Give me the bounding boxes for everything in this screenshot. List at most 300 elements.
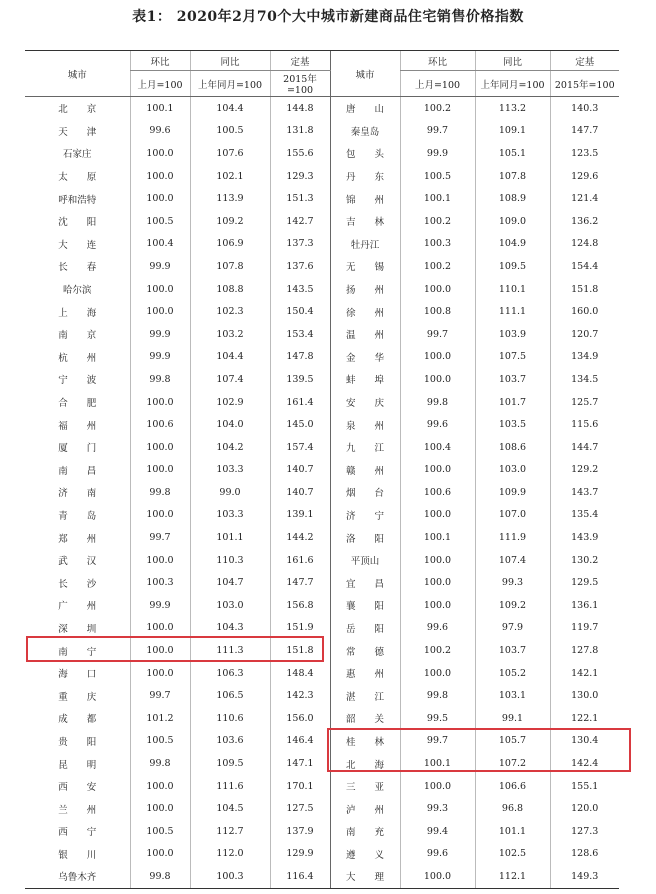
right-mom-cell: 100.2 — [400, 97, 475, 120]
left-base-cell: 140.7 — [270, 459, 330, 482]
right-yoy-cell: 109.1 — [475, 120, 550, 143]
right-city-cell: 济 宁 — [330, 504, 400, 527]
left-mom-cell: 100.0 — [130, 436, 190, 459]
right-base-cell: 128.6 — [550, 843, 619, 866]
right-base-cell: 122.1 — [550, 707, 619, 730]
left-city-cell: 哈尔滨 — [62, 285, 92, 297]
left-mom-cell: 100.3 — [130, 571, 190, 594]
left-yoy-cell: 108.8 — [190, 278, 270, 301]
left-mom-cell: 100.0 — [130, 187, 190, 210]
left-yoy-cell: 107.8 — [190, 255, 270, 278]
right-yoy-cell: 103.5 — [475, 413, 550, 436]
right-city-cell: 无 锡 — [330, 255, 400, 278]
right-base-cell: 115.6 — [550, 413, 619, 436]
left-yoy-cell: 107.6 — [190, 142, 270, 165]
left-base-cell: 146.4 — [270, 730, 330, 753]
table-row — [25, 165, 619, 188]
left-base-cell: 116.4 — [270, 865, 330, 888]
left-city-cell: 西 宁 — [58, 827, 97, 839]
right-mom-cell: 100.1 — [400, 187, 475, 210]
right-mom-cell: 100.2 — [400, 210, 475, 233]
left-city-cell: 北 京 — [58, 104, 97, 116]
header-yoy-left: 同比 — [190, 51, 270, 71]
right-base-cell: 142.4 — [550, 752, 619, 775]
left-yoy-cell: 102.1 — [190, 165, 270, 188]
left-city-cell: 青 岛 — [58, 510, 97, 522]
table-row — [25, 323, 619, 346]
right-yoy-cell: 107.8 — [475, 165, 550, 188]
right-city-cell: 温 州 — [330, 323, 400, 346]
header-base-right: 定基 — [550, 51, 619, 71]
left-yoy-cell: 112.7 — [190, 820, 270, 843]
left-yoy-cell: 104.3 — [190, 617, 270, 640]
right-city-cell: 北 海 — [330, 752, 400, 775]
right-base-cell: 136.2 — [550, 210, 619, 233]
right-mom-cell: 100.8 — [400, 300, 475, 323]
left-yoy-cell: 106.5 — [190, 684, 270, 707]
header-yoy-sub-left: 上年同月=100 — [190, 71, 270, 97]
left-mom-cell: 100.0 — [130, 617, 190, 640]
left-mom-cell: 99.8 — [130, 752, 190, 775]
price-index-table — [25, 50, 619, 889]
right-base-cell: 147.7 — [550, 120, 619, 143]
left-base-cell: 143.5 — [270, 278, 330, 301]
right-mom-cell: 99.8 — [400, 391, 475, 414]
left-yoy-cell: 102.3 — [190, 300, 270, 323]
left-city-cell: 济 南 — [58, 488, 97, 500]
left-mom-cell: 100.6 — [130, 413, 190, 436]
right-mom-cell: 100.0 — [400, 278, 475, 301]
right-yoy-cell: 109.0 — [475, 210, 550, 233]
right-yoy-cell: 103.9 — [475, 323, 550, 346]
table-row — [25, 526, 619, 549]
left-yoy-cell: 104.4 — [190, 97, 270, 120]
table-row — [25, 820, 619, 843]
left-city-cell: 昆 明 — [58, 759, 97, 771]
header-yoy-sub-right: 上年同月=100 — [475, 71, 550, 97]
left-base-cell: 147.7 — [270, 571, 330, 594]
right-city-cell: 烟 台 — [330, 481, 400, 504]
left-yoy-cell: 103.3 — [190, 459, 270, 482]
left-mom-cell: 99.9 — [130, 346, 190, 369]
left-base-cell: 157.4 — [270, 436, 330, 459]
table-title: 表1： 2020年2月70个大中城市新建商品住宅销售价格指数 — [132, 9, 524, 25]
right-mom-cell: 100.6 — [400, 481, 475, 504]
right-city-cell: 南 充 — [330, 820, 400, 843]
left-city-cell: 重 庆 — [58, 691, 97, 703]
left-yoy-cell: 103.6 — [190, 730, 270, 753]
right-yoy-cell: 107.5 — [475, 346, 550, 369]
right-yoy-cell: 103.1 — [475, 684, 550, 707]
left-base-cell: 142.7 — [270, 210, 330, 233]
right-yoy-cell: 105.7 — [475, 730, 550, 753]
table-row — [25, 843, 619, 866]
left-yoy-cell: 104.2 — [190, 436, 270, 459]
left-city-cell: 兰 州 — [58, 804, 97, 816]
right-yoy-cell: 103.0 — [475, 459, 550, 482]
table-row — [25, 413, 619, 436]
left-yoy-cell: 100.5 — [190, 120, 270, 143]
right-mom-cell: 100.2 — [400, 639, 475, 662]
left-city-cell: 宁 波 — [58, 375, 97, 387]
right-base-cell: 120.7 — [550, 323, 619, 346]
right-yoy-cell: 111.9 — [475, 526, 550, 549]
left-city-cell: 银 川 — [58, 849, 97, 861]
left-city-cell: 南 昌 — [58, 465, 97, 477]
left-base-cell: 127.5 — [270, 797, 330, 820]
left-mom-cell: 99.8 — [130, 865, 190, 888]
left-yoy-cell: 104.5 — [190, 797, 270, 820]
header-base-sub-left: 2015年=100 — [270, 71, 330, 97]
header-base-sub-right: 2015年=100 — [550, 71, 619, 97]
right-mom-cell: 100.0 — [400, 459, 475, 482]
right-city-cell: 金 华 — [330, 346, 400, 369]
right-city-cell: 唐 山 — [330, 97, 400, 120]
right-city-cell: 岳 阳 — [330, 617, 400, 640]
table-row — [25, 775, 619, 798]
left-yoy-cell: 99.0 — [190, 481, 270, 504]
left-mom-cell: 100.0 — [130, 797, 190, 820]
right-yoy-cell: 105.2 — [475, 662, 550, 685]
left-city-cell: 贵 阳 — [58, 736, 97, 748]
left-mom-cell: 99.8 — [130, 481, 190, 504]
left-mom-cell: 100.5 — [130, 820, 190, 843]
left-yoy-cell: 103.3 — [190, 504, 270, 527]
left-yoy-cell: 110.6 — [190, 707, 270, 730]
left-city-cell: 海 口 — [58, 669, 97, 681]
left-mom-cell: 100.1 — [130, 97, 190, 120]
right-base-cell: 130.0 — [550, 684, 619, 707]
right-city-cell: 三 亚 — [330, 775, 400, 798]
right-yoy-cell: 101.1 — [475, 820, 550, 843]
right-yoy-cell: 99.1 — [475, 707, 550, 730]
left-base-cell: 145.0 — [270, 413, 330, 436]
table-row — [25, 865, 619, 888]
right-mom-cell: 100.0 — [400, 504, 475, 527]
right-yoy-cell: 108.6 — [475, 436, 550, 459]
left-city-cell: 南 京 — [58, 330, 97, 342]
left-city-cell: 长 春 — [58, 262, 97, 274]
left-base-cell: 147.1 — [270, 752, 330, 775]
left-base-cell: 129.9 — [270, 843, 330, 866]
right-base-cell: 154.4 — [550, 255, 619, 278]
right-yoy-cell: 97.9 — [475, 617, 550, 640]
right-city-cell: 安 庆 — [330, 391, 400, 414]
left-mom-cell: 100.0 — [130, 165, 190, 188]
left-yoy-cell: 106.3 — [190, 662, 270, 685]
left-yoy-cell: 102.9 — [190, 391, 270, 414]
left-mom-cell: 100.0 — [130, 549, 190, 572]
left-mom-cell: 100.0 — [130, 504, 190, 527]
right-mom-cell: 100.0 — [400, 865, 475, 888]
right-mom-cell: 99.3 — [400, 797, 475, 820]
table-row — [25, 662, 619, 685]
table-row — [25, 142, 619, 165]
left-mom-cell: 100.0 — [130, 142, 190, 165]
right-base-cell: 134.9 — [550, 346, 619, 369]
right-city-cell: 洛 阳 — [330, 526, 400, 549]
right-yoy-cell: 103.7 — [475, 639, 550, 662]
left-city-cell: 南 宁 — [58, 646, 97, 658]
right-yoy-cell: 110.1 — [475, 278, 550, 301]
right-mom-cell: 100.1 — [400, 752, 475, 775]
left-mom-cell: 99.9 — [130, 255, 190, 278]
left-base-cell: 170.1 — [270, 775, 330, 798]
right-city-cell: 遵 义 — [330, 843, 400, 866]
left-city-cell: 上 海 — [58, 307, 97, 319]
left-yoy-cell: 104.7 — [190, 571, 270, 594]
left-mom-cell: 99.9 — [130, 323, 190, 346]
left-yoy-cell: 104.4 — [190, 346, 270, 369]
right-city-cell: 牡丹江 — [330, 233, 400, 256]
left-city-cell: 成 都 — [58, 714, 97, 726]
right-mom-cell: 100.0 — [400, 346, 475, 369]
left-yoy-cell: 103.2 — [190, 323, 270, 346]
left-base-cell: 139.1 — [270, 504, 330, 527]
right-base-cell: 142.1 — [550, 662, 619, 685]
left-city-cell: 福 州 — [58, 420, 97, 432]
left-base-cell: 144.8 — [270, 97, 330, 120]
left-city-cell: 合 肥 — [58, 398, 97, 410]
right-base-cell: 119.7 — [550, 617, 619, 640]
left-yoy-cell: 111.6 — [190, 775, 270, 798]
table-body — [25, 97, 619, 889]
right-base-cell: 121.4 — [550, 187, 619, 210]
left-base-cell: 147.8 — [270, 346, 330, 369]
right-base-cell: 120.0 — [550, 797, 619, 820]
right-mom-cell: 99.9 — [400, 142, 475, 165]
right-yoy-cell: 108.9 — [475, 187, 550, 210]
table-row — [25, 368, 619, 391]
table-row — [25, 707, 619, 730]
left-base-cell: 129.3 — [270, 165, 330, 188]
right-city-cell: 桂 林 — [330, 730, 400, 753]
right-mom-cell: 99.7 — [400, 730, 475, 753]
right-city-cell: 大 理 — [330, 865, 400, 888]
left-mom-cell: 100.0 — [130, 300, 190, 323]
right-yoy-cell: 107.2 — [475, 752, 550, 775]
table-row — [25, 187, 619, 210]
left-city-cell: 西 安 — [58, 782, 97, 794]
header-mom-sub-left: 上月=100 — [130, 71, 190, 97]
right-mom-cell: 100.0 — [400, 662, 475, 685]
left-base-cell: 161.6 — [270, 549, 330, 572]
right-base-cell: 143.7 — [550, 481, 619, 504]
table-row — [25, 797, 619, 820]
right-city-cell: 蚌 埠 — [330, 368, 400, 391]
table-row — [25, 481, 619, 504]
left-base-cell: 137.3 — [270, 233, 330, 256]
left-base-cell: 151.8 — [270, 639, 330, 662]
right-city-cell: 扬 州 — [330, 278, 400, 301]
table-row — [25, 300, 619, 323]
right-mom-cell: 100.3 — [400, 233, 475, 256]
left-yoy-cell: 103.0 — [190, 594, 270, 617]
right-mom-cell: 100.0 — [400, 571, 475, 594]
left-mom-cell: 99.6 — [130, 120, 190, 143]
right-mom-cell: 99.7 — [400, 120, 475, 143]
left-yoy-cell: 112.0 — [190, 843, 270, 866]
left-base-cell: 151.3 — [270, 187, 330, 210]
left-city-cell: 武 汉 — [58, 556, 97, 568]
right-yoy-cell: 102.5 — [475, 843, 550, 866]
right-yoy-cell: 107.0 — [475, 504, 550, 527]
table-row — [25, 571, 619, 594]
header-mom-left: 环比 — [130, 51, 190, 71]
right-yoy-cell: 109.5 — [475, 255, 550, 278]
header-mom-right: 环比 — [400, 51, 475, 71]
right-city-cell: 泸 州 — [330, 797, 400, 820]
left-city-cell: 石家庄 — [62, 149, 92, 161]
right-yoy-cell: 104.9 — [475, 233, 550, 256]
left-city-cell: 深 圳 — [58, 623, 97, 635]
right-yoy-cell: 109.9 — [475, 481, 550, 504]
right-base-cell: 134.5 — [550, 368, 619, 391]
left-yoy-cell: 110.3 — [190, 549, 270, 572]
left-base-cell: 131.8 — [270, 120, 330, 143]
right-mom-cell: 99.4 — [400, 820, 475, 843]
left-city-cell: 广 州 — [58, 601, 97, 613]
left-mom-cell: 101.2 — [130, 707, 190, 730]
table-row — [25, 684, 619, 707]
right-base-cell: 143.9 — [550, 526, 619, 549]
right-city-cell: 赣 州 — [330, 459, 400, 482]
right-base-cell: 155.1 — [550, 775, 619, 798]
right-mom-cell: 100.2 — [400, 255, 475, 278]
left-base-cell: 151.9 — [270, 617, 330, 640]
right-city-cell: 湛 江 — [330, 684, 400, 707]
table-row — [25, 752, 619, 775]
right-city-cell: 襄 阳 — [330, 594, 400, 617]
right-mom-cell: 100.0 — [400, 368, 475, 391]
right-city-cell: 吉 林 — [330, 210, 400, 233]
right-mom-cell: 99.5 — [400, 707, 475, 730]
right-yoy-cell: 103.7 — [475, 368, 550, 391]
table-row — [25, 436, 619, 459]
left-mom-cell: 100.0 — [130, 843, 190, 866]
table-row — [25, 617, 619, 640]
left-city-cell: 长 沙 — [58, 578, 97, 590]
left-base-cell: 153.4 — [270, 323, 330, 346]
right-mom-cell: 100.1 — [400, 526, 475, 549]
left-yoy-cell: 106.9 — [190, 233, 270, 256]
right-mom-cell: 100.0 — [400, 775, 475, 798]
left-yoy-cell: 104.0 — [190, 413, 270, 436]
table-row — [25, 210, 619, 233]
left-city-cell: 天 津 — [58, 126, 97, 138]
left-mom-cell: 100.5 — [130, 730, 190, 753]
table-row — [25, 278, 619, 301]
right-base-cell: 136.1 — [550, 594, 619, 617]
left-city-cell: 郑 州 — [58, 533, 97, 545]
header-yoy-right: 同比 — [475, 51, 550, 71]
right-base-cell: 130.4 — [550, 730, 619, 753]
right-mom-cell: 100.4 — [400, 436, 475, 459]
left-base-cell: 137.9 — [270, 820, 330, 843]
table-row — [25, 459, 619, 482]
right-mom-cell: 100.0 — [400, 594, 475, 617]
header-city-left: 城市 — [25, 51, 130, 97]
left-base-cell: 156.8 — [270, 594, 330, 617]
table-row — [25, 120, 619, 143]
right-base-cell: 129.5 — [550, 571, 619, 594]
right-mom-cell: 99.6 — [400, 413, 475, 436]
right-city-cell: 泉 州 — [330, 413, 400, 436]
right-city-cell: 锦 州 — [330, 187, 400, 210]
right-base-cell: 129.2 — [550, 459, 619, 482]
left-base-cell: 155.6 — [270, 142, 330, 165]
left-yoy-cell: 111.3 — [190, 639, 270, 662]
left-mom-cell: 100.0 — [130, 459, 190, 482]
right-yoy-cell: 107.4 — [475, 549, 550, 572]
right-city-cell: 惠 州 — [330, 662, 400, 685]
right-city-cell: 包 头 — [330, 142, 400, 165]
left-mom-cell: 99.7 — [130, 526, 190, 549]
right-yoy-cell: 106.6 — [475, 775, 550, 798]
left-mom-cell: 100.0 — [130, 775, 190, 798]
right-base-cell: 149.3 — [550, 865, 619, 888]
right-base-cell: 144.7 — [550, 436, 619, 459]
table-row — [25, 639, 619, 662]
left-mom-cell: 100.5 — [130, 210, 190, 233]
left-city-cell: 沈 阳 — [58, 217, 97, 229]
left-city-cell: 杭 州 — [58, 352, 97, 364]
right-yoy-cell: 113.2 — [475, 97, 550, 120]
left-yoy-cell: 107.4 — [190, 368, 270, 391]
right-yoy-cell: 101.7 — [475, 391, 550, 414]
right-base-cell: 124.8 — [550, 233, 619, 256]
right-city-cell: 九 江 — [330, 436, 400, 459]
right-city-cell: 常 德 — [330, 639, 400, 662]
left-yoy-cell: 109.2 — [190, 210, 270, 233]
right-mom-cell: 99.7 — [400, 323, 475, 346]
left-base-cell: 140.7 — [270, 481, 330, 504]
left-mom-cell: 100.0 — [130, 278, 190, 301]
left-base-cell: 142.3 — [270, 684, 330, 707]
left-mom-cell: 99.8 — [130, 368, 190, 391]
table-row — [25, 391, 619, 414]
header-city-right: 城市 — [330, 51, 400, 97]
left-base-cell: 150.4 — [270, 300, 330, 323]
right-mom-cell: 100.0 — [400, 549, 475, 572]
table-row — [25, 255, 619, 278]
left-mom-cell: 99.9 — [130, 594, 190, 617]
left-yoy-cell: 113.9 — [190, 187, 270, 210]
left-base-cell: 156.0 — [270, 707, 330, 730]
left-yoy-cell: 109.5 — [190, 752, 270, 775]
right-base-cell: 151.8 — [550, 278, 619, 301]
left-mom-cell: 100.0 — [130, 391, 190, 414]
right-base-cell: 129.6 — [550, 165, 619, 188]
right-mom-cell: 99.8 — [400, 684, 475, 707]
left-base-cell: 148.4 — [270, 662, 330, 685]
right-city-cell: 韶 关 — [330, 707, 400, 730]
left-city-cell: 太 原 — [58, 172, 97, 184]
right-yoy-cell: 112.1 — [475, 865, 550, 888]
table-row — [25, 730, 619, 753]
table-row — [25, 97, 619, 120]
left-base-cell: 144.2 — [270, 526, 330, 549]
right-base-cell: 127.3 — [550, 820, 619, 843]
right-yoy-cell: 99.3 — [475, 571, 550, 594]
left-mom-cell: 100.4 — [130, 233, 190, 256]
table-row — [25, 549, 619, 572]
left-base-cell: 139.5 — [270, 368, 330, 391]
table-row — [25, 233, 619, 256]
left-mom-cell: 99.7 — [130, 684, 190, 707]
right-base-cell: 135.4 — [550, 504, 619, 527]
right-mom-cell: 99.6 — [400, 617, 475, 640]
